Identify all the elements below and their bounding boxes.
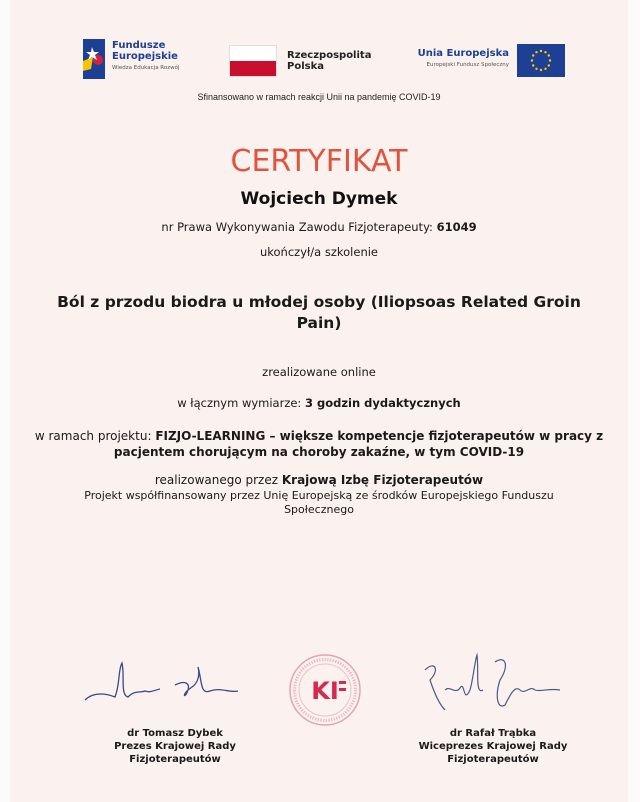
rzeczpospolita-polska-logo xyxy=(229,45,379,79)
license-label: nr Prawa Wykonywania Zawodu Fizjoterapeuty: xyxy=(161,220,437,234)
hours-label: w łącznym wymiarze: xyxy=(177,396,305,410)
signature-right-icon xyxy=(415,650,575,724)
svg-text:KI: KI xyxy=(311,677,339,705)
fundusze-star-icon xyxy=(83,39,105,79)
signature-left-icon xyxy=(80,655,250,719)
fundusze-europejskie-logo xyxy=(83,38,223,80)
course-mode: zrealizowane online xyxy=(262,365,376,379)
funding-note: Sfinansowano w ramach reakcji Unii na pandemię COVID-19 xyxy=(197,92,441,102)
signatory-left-role-org: Fizjoterapeutów xyxy=(129,754,221,765)
eu-logo-subtitle: Europejski Fundusz Społeczny xyxy=(426,62,509,68)
unia-europejska-logo xyxy=(405,44,565,78)
license-number: 61049 xyxy=(436,220,477,234)
hours-line xyxy=(10,396,628,410)
polska-logo-title: Rzeczpospolita Polska xyxy=(287,50,372,72)
signatory-right-name: dr Rafał Trąbka xyxy=(449,728,537,739)
recipient-name: Wojciech Dymek xyxy=(240,189,398,209)
signatory-left-role: Prezes Krajowej Rady xyxy=(114,741,236,752)
polish-flag-icon xyxy=(229,45,277,77)
realized-by: Krajową Izbę Fizjoterapeutów xyxy=(281,473,484,487)
project-line xyxy=(30,428,608,460)
realized-line xyxy=(10,473,628,487)
signatory-right xyxy=(393,727,593,766)
course-title: Ból z przodu biodra u młodej osoby (Iliopsoas Related Groin Pain) xyxy=(57,293,581,332)
license-line xyxy=(10,220,628,234)
certificate-title: CERTYFIKAT xyxy=(230,144,408,179)
signatory-left xyxy=(75,727,275,766)
certificate-page xyxy=(10,0,628,802)
completed-text: ukończył/a szkolenie xyxy=(259,245,378,259)
hours-value: 3 godzin dydaktycznych xyxy=(304,396,461,410)
eu-logo-title: Unia Europejska xyxy=(417,48,509,59)
signatory-right-role-org: Fizjoterapeutów xyxy=(447,754,539,765)
fundusze-logo-title: Fundusze Europejskie xyxy=(112,40,178,62)
cofinanced-note: Projekt współfinansowany przez Unię Europejską ze środków Europejskiego Funduszu Społecznego xyxy=(84,489,554,516)
realized-label: realizowanego przez xyxy=(154,473,282,487)
eu-flag-icon xyxy=(517,44,565,77)
signatory-left-name: dr Tomasz Dybek xyxy=(127,728,223,739)
project-label: w ramach projektu: xyxy=(34,429,156,443)
project-name: FIZJO-LEARNING – większe kompetencje fizjoterapeutów w pracy z pacjentem chorującym na choroby zakaźne, w tym COVID-19 xyxy=(113,429,604,459)
kif-seal-icon xyxy=(288,653,362,727)
fundusze-logo-subtitle: Wiedza Edukacja Rozwój xyxy=(112,65,180,71)
signatory-right-role: Wiceprezes Krajowej Rady xyxy=(418,741,568,752)
